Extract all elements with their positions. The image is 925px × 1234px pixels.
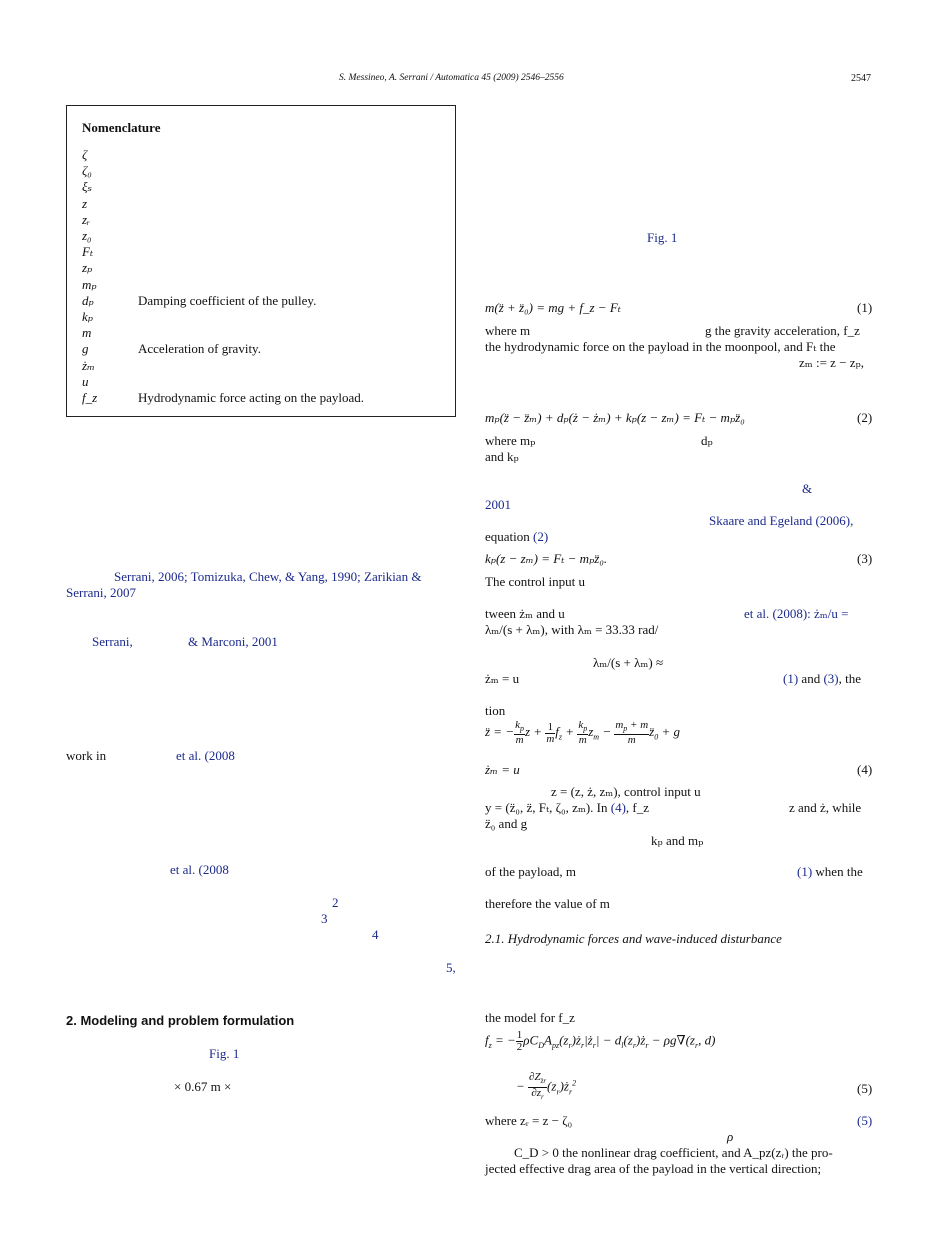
body-text: z = (z, ż, zₘ), control input u <box>551 784 701 799</box>
citation-link: et al. (2008 <box>170 862 229 877</box>
nomenclature-description: Damping coefficient of the pulley. <box>138 293 317 308</box>
body-text: λₘ/(s + λₘ), with λₘ = 33.33 rad/ <box>485 622 659 637</box>
citation-link: Skaare and Egeland (2006), <box>709 513 854 528</box>
equation-number: (4) <box>857 762 873 777</box>
citation-link: & <box>802 481 813 496</box>
body-text: where zᵣ = z − ζ₀ <box>485 1113 573 1128</box>
citation-link: Serrani, <box>92 634 133 649</box>
nomenclature-symbol: mₚ <box>82 277 97 292</box>
body-text: (1) and (3), the <box>783 671 862 686</box>
citation-link: et al. (2008): żₘ/u = <box>744 606 849 621</box>
equation-number: (2) <box>857 410 873 425</box>
body-text: where m <box>485 323 531 338</box>
body-text: × 0.67 m × <box>174 1079 232 1094</box>
body-text: tween żₘ and u <box>485 606 565 621</box>
section-ref-link: 4 <box>372 927 379 942</box>
nomenclature-description: Acceleration of gravity. <box>138 341 261 356</box>
nomenclature-symbol: dₚ <box>82 293 94 308</box>
equation-ref-link: (5) <box>857 1113 873 1128</box>
body-text: g the gravity acceleration, f_z <box>705 323 860 338</box>
nomenclature-symbol: z₀ <box>82 228 92 243</box>
citation-link: & Marconi, 2001 <box>188 634 278 649</box>
page-number: 2547 <box>851 73 871 84</box>
nomenclature-symbol: u <box>82 374 89 389</box>
nomenclature-symbol: f_z <box>82 390 98 405</box>
nomenclature-symbol: kₚ <box>82 309 93 324</box>
body-text: and kₚ <box>485 449 519 464</box>
body-text: where mₚ <box>485 433 536 448</box>
nomenclature-description: Hydrodynamic force acting on the payload. <box>138 390 364 405</box>
equation-2: mₚ(z̈ − z̈ₘ) + dₚ(ż − żₘ) + kₚ(z − zₘ) = Fₜ − mₚz̈₀ <box>485 410 745 425</box>
equation-number: (1) <box>857 300 873 315</box>
nomenclature-symbol: żₘ <box>82 358 96 373</box>
body-text: tion <box>485 703 506 718</box>
body-text: equation (2) <box>485 529 549 544</box>
equation-5-line-1: $f_z$ = − $\frac{1}{2}$ $\rho C_DA_{pz}(z_r)ż_r|ż_r|$ − $d_l(z_r)ż_r - \rho g\nabla(z_r$, d) <box>485 1029 716 1053</box>
equation-5-line-2: − $\frac{\partial Z_{z̈r}}{\partial z_r}$ $(z_r)ż_r^2$ <box>516 1071 577 1102</box>
nomenclature-symbol: Fₜ <box>82 244 94 259</box>
nomenclature-symbol: ξₛ <box>82 179 92 194</box>
nomenclature-symbol: zᵣ <box>82 212 91 227</box>
figure-ref-link: Fig. 1 <box>647 230 678 245</box>
section-ref-link: 5, <box>446 960 456 975</box>
citation-links: Serrani, 2006; Tomizuka, Chew, & Yang, 1990; Zarikian & <box>114 569 422 584</box>
body-text: z̈₀ and g <box>485 816 528 831</box>
body-text: kₚ and mₚ <box>651 833 704 848</box>
citation-link: Serrani, 2007 <box>66 585 137 600</box>
equation-3: kₚ(z − zₘ) = Fₜ − mₚz̈₀. <box>485 551 608 566</box>
body-text: jected effective drag area of the payload in the vertical direction; <box>485 1161 822 1176</box>
body-text: (1) when the <box>797 864 863 879</box>
equation-number: (3) <box>857 551 873 566</box>
citation-link: 2001 <box>485 497 511 512</box>
nomenclature-box <box>66 105 456 417</box>
citation-link: et al. (2008 <box>176 748 235 763</box>
body-text: C_D > 0 the nonlinear drag coefficient, and A_pz(zᵣ) the pro- <box>514 1145 833 1160</box>
body-text: of the payload, m <box>485 864 576 879</box>
body-text: λₘ/(s + λₘ) ≈ <box>593 655 664 670</box>
equation-4-line-2: żₘ = u <box>485 762 520 777</box>
body-text: z and ż, while <box>789 800 862 815</box>
nomenclature-symbol: ζ <box>82 147 88 162</box>
nomenclature-symbol: ζ₀ <box>82 163 92 178</box>
body-text: the model for f_z <box>485 1010 575 1025</box>
section-ref-link: 2 <box>332 895 339 910</box>
equation-1: m(z̈ + z̈₀) = mg + f_z − Fₜ <box>485 300 621 315</box>
body-text: The control input u <box>485 574 586 589</box>
body-text: y = (z̈₀, z̈, Fₜ, ζ₀, zₘ). In (4), f_z <box>485 800 650 815</box>
section-ref-link: 3 <box>321 911 328 926</box>
section-heading: 2. Modeling and problem formulation <box>66 1013 295 1028</box>
body-text: ρ <box>727 1129 734 1144</box>
nomenclature-title: Nomenclature <box>82 120 161 135</box>
body-text: zₘ := z − zₚ, <box>799 355 865 370</box>
nomenclature-symbol: m <box>82 325 92 340</box>
body-text: work in <box>66 748 107 763</box>
equation-number: (5) <box>857 1081 873 1096</box>
body-text: dₚ <box>701 433 713 448</box>
subsection-heading: 2.1. Hydrodynamic forces and wave-induced disturbance <box>485 931 782 946</box>
body-text: therefore the value of m <box>485 896 610 911</box>
running-header: S. Messineo, A. Serrani / Automatica 45 (2009) 2546–2556 <box>339 73 564 83</box>
nomenclature-symbol: g <box>82 341 89 356</box>
nomenclature-symbol: zₚ <box>82 260 93 275</box>
figure-ref-link: Fig. 1 <box>209 1046 240 1061</box>
body-text: the hydrodynamic force on the payload in the moonpool, and Fₜ the <box>485 339 836 354</box>
body-text: żₘ = u <box>485 671 520 686</box>
equation-4-line-1: z̈ = − $\frac{k_p}{m}$ z + $\frac{1}{m}$ $f_z$ + $\frac{k_p}{m}$ $z_m$ − $\frac{m_p + m}{m}$ $z̈_0 + g$ <box>485 719 681 747</box>
nomenclature-symbol: z <box>82 196 88 211</box>
